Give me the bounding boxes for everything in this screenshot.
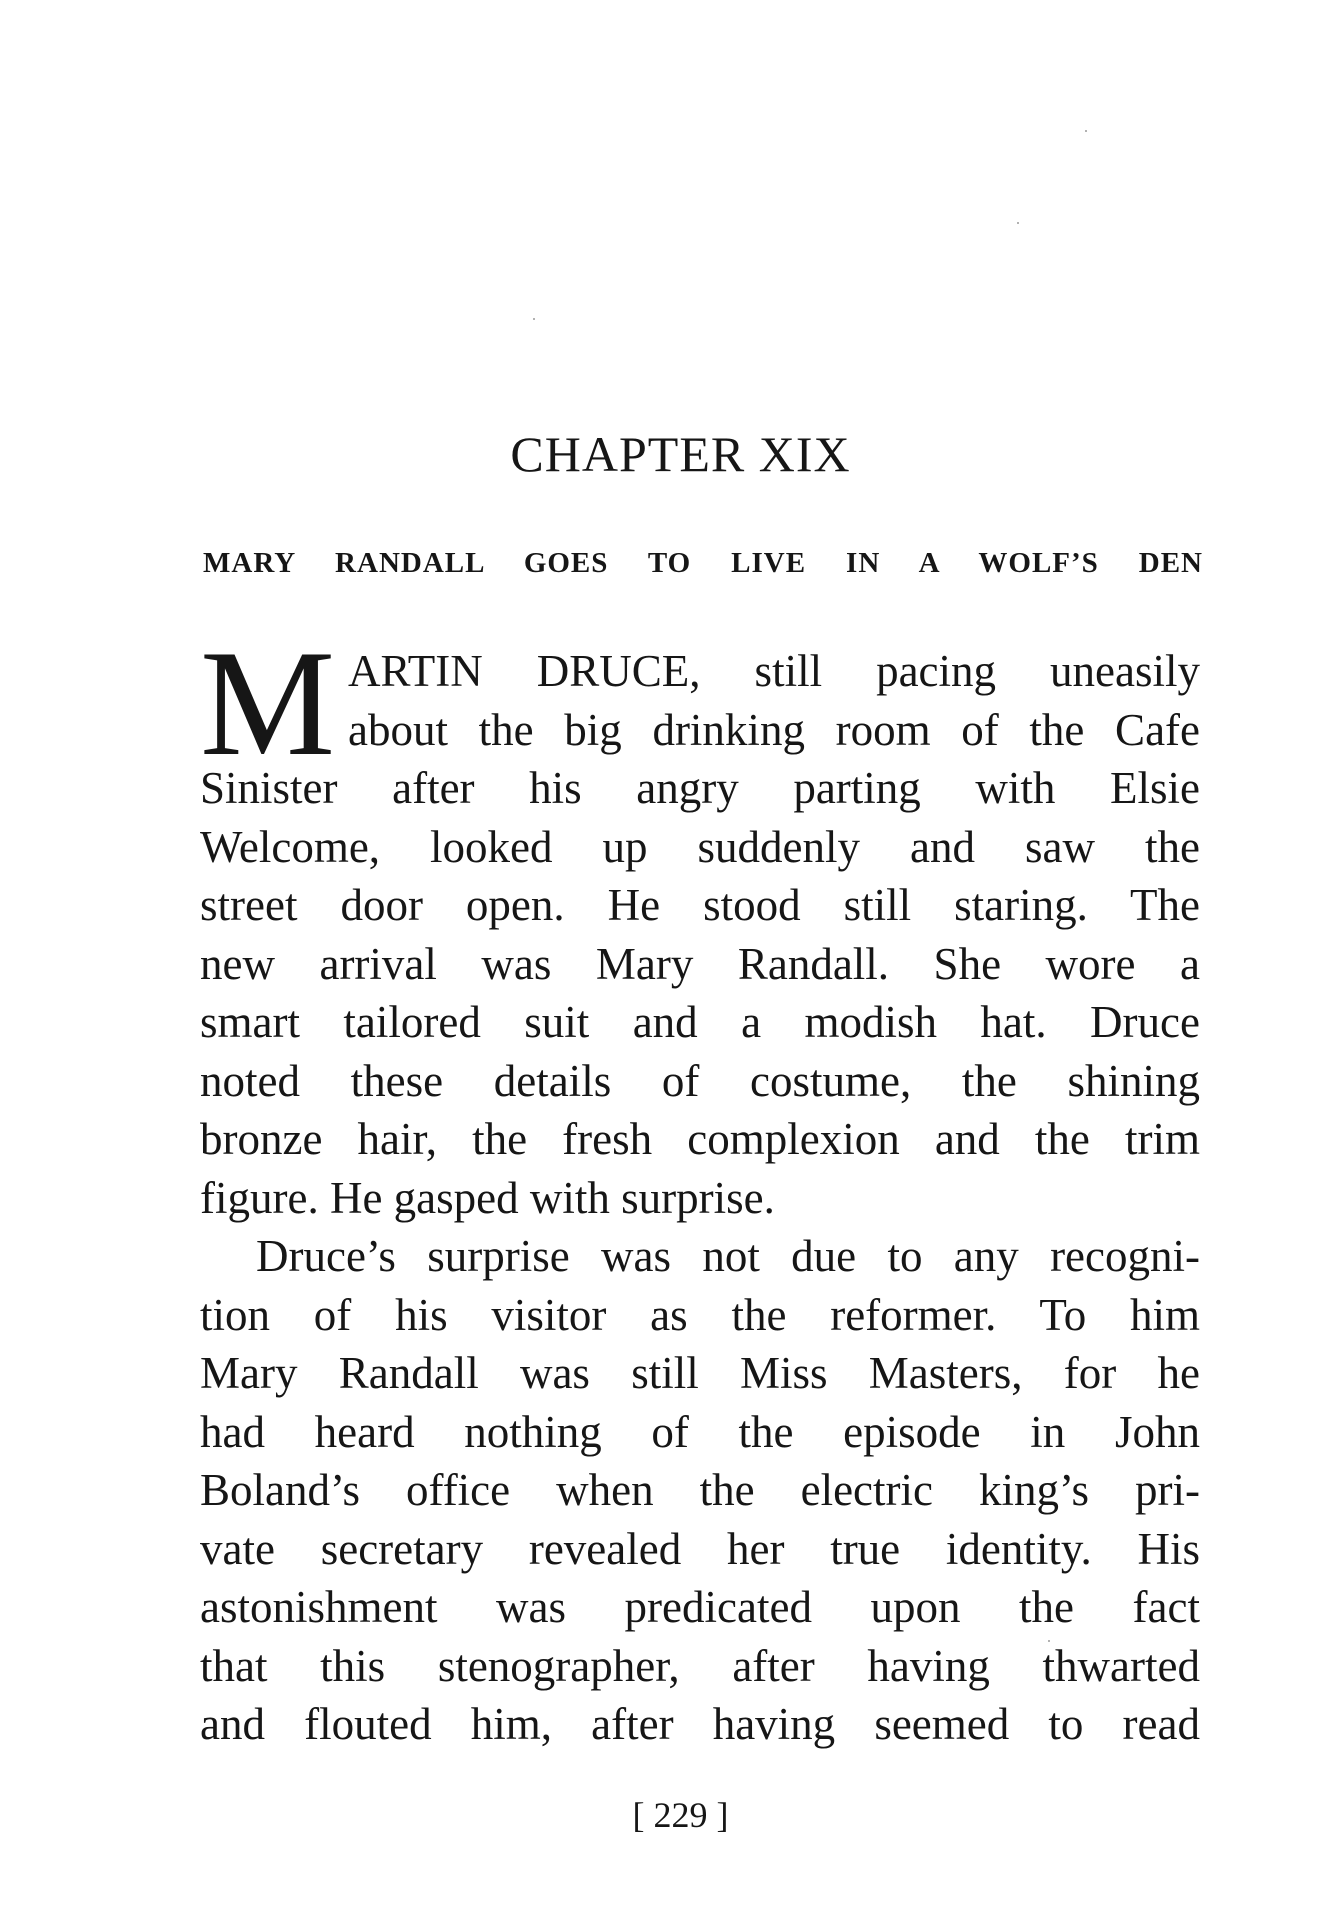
text-line: Sinister after his angry parting with Elsie [200,763,1200,813]
chapter-subtitle: MARY RANDALL GOES TO LIVE IN A WOLF’S DEN [203,547,1203,579]
text-line: astonishment was predicated upon the fact [200,1582,1200,1632]
text-line: had heard nothing of the episode in John [200,1406,1200,1457]
scan-speck [1017,222,1019,224]
text-line: noted these details of costume, the shining [200,1055,1200,1106]
text-line: vate secretary revealed her true identity. His [200,1523,1200,1574]
text-line: bronze hair, the fresh complexion and the trim [200,1114,1200,1164]
text-line: figure. He gasped with surprise. [200,1172,775,1223]
text-line: smart tailored suit and a modish hat. Druce [200,997,1200,1047]
text-line: and flouted him, after having seemed to read [200,1699,1200,1749]
text-line: street door open. He stood still staring. The [200,880,1200,930]
drop-cap: M [200,619,336,787]
text-line: tion of his visitor as the reformer. To him [200,1289,1200,1340]
scan-speck [533,318,535,320]
text-line: that this stenographer, after having thwarted [200,1640,1200,1691]
text-line: about the big drinking room of the Cafe [348,704,1200,755]
scan-speck [1085,130,1087,132]
text-line: Druce’s surprise was not due to any recogni- [256,1231,1200,1281]
chapter-title: CHAPTER XIX [510,426,851,482]
text-line: Welcome, looked up suddenly and saw the [200,821,1200,872]
text-line: Mary Randall was still Miss Masters, for he [200,1348,1200,1398]
text-line: Boland’s office when the electric king’s pri- [200,1465,1200,1515]
text-line: ARTIN DRUCE, still pacing uneasily [348,646,1200,696]
text-line: new arrival was Mary Randall. She wore a [200,938,1200,989]
page-number: [ 229 ] [632,1795,729,1835]
body-text [200,619,1200,1754]
